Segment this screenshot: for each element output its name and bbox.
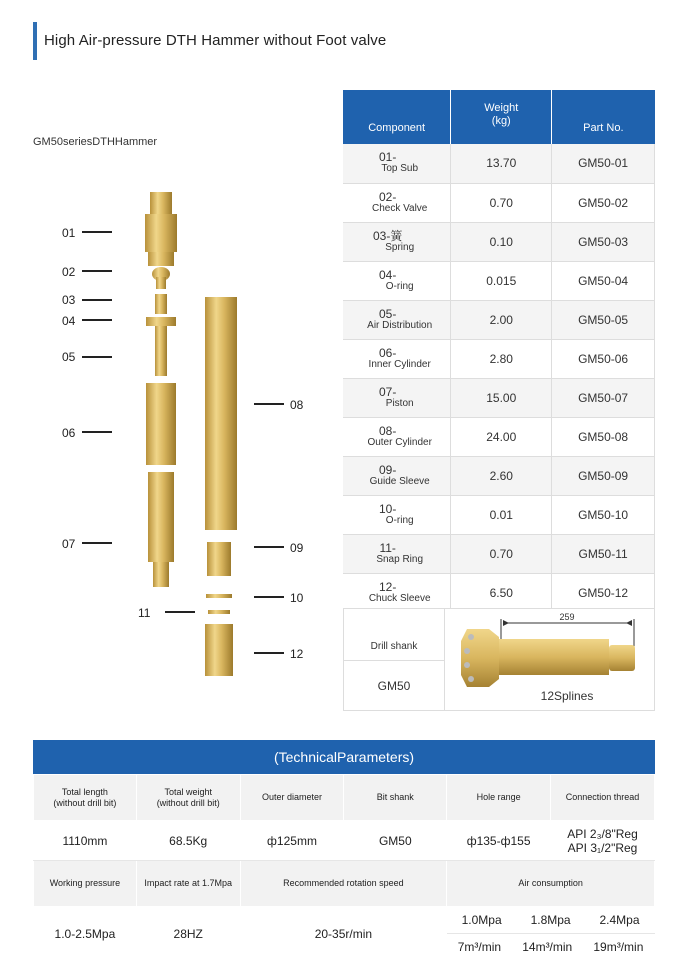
tech-h-working-pressure: Working pressure bbox=[34, 861, 137, 907]
drawing-label-05: 05 bbox=[62, 350, 76, 364]
tech-v-air-flows bbox=[447, 934, 655, 961]
component-weight: 0.015 bbox=[451, 261, 552, 300]
component-name: Guide Sleeve bbox=[369, 475, 430, 487]
tech-v-connection-thread: API 2₃/8"Reg API 3₁/2"Reg bbox=[551, 821, 655, 861]
component-weight: 0.10 bbox=[451, 222, 552, 261]
component-number: 01- bbox=[379, 150, 397, 165]
component-row bbox=[343, 300, 655, 339]
component-part-no: GM50-05 bbox=[552, 300, 655, 339]
component-part-no: GM50-09 bbox=[552, 456, 655, 495]
tech-h-impact-rate: Impact rate at 1.7Mpa bbox=[136, 861, 240, 907]
drawing-label-11: 11 bbox=[138, 606, 151, 620]
drawing-label-02: 02 bbox=[62, 265, 76, 279]
component-name: Snap Ring bbox=[376, 553, 424, 565]
drawing-label-09: 09 bbox=[290, 541, 304, 555]
tech-row2-headers bbox=[34, 861, 655, 907]
header-part-no: Part No. bbox=[552, 90, 655, 144]
component-number: 11- bbox=[379, 540, 396, 555]
component-number: 06- bbox=[379, 345, 397, 360]
component-cell bbox=[343, 417, 451, 456]
page-title: High Air-pressure DTH Hammer without Foot valve bbox=[44, 32, 387, 49]
air-flow-2: 14m³/min bbox=[522, 940, 573, 954]
components-table bbox=[343, 90, 655, 613]
component-weight: 6.50 bbox=[451, 573, 552, 612]
series-label: GM50seriesDTHHammer bbox=[33, 136, 158, 148]
title-accent-bar bbox=[33, 22, 37, 60]
drawing-label-08: 08 bbox=[290, 398, 304, 412]
drill-bit-drawing bbox=[449, 609, 654, 711]
part-o-ring-2 bbox=[208, 610, 230, 614]
component-weight: 15.00 bbox=[451, 378, 552, 417]
component-number: 07- bbox=[379, 384, 397, 399]
drill-shank-model: GM50 bbox=[344, 661, 445, 711]
drawing-label-07: 07 bbox=[62, 537, 76, 551]
air-flow-3: 19m³/min bbox=[593, 940, 644, 954]
component-weight: 24.00 bbox=[451, 417, 552, 456]
tech-h-rotation-speed: Recommended rotation speed bbox=[240, 861, 447, 907]
tech-h-total-length: Total length (without drill bit) bbox=[34, 775, 137, 821]
component-weight: 2.80 bbox=[451, 339, 552, 378]
component-weight: 13.70 bbox=[451, 144, 552, 183]
tech-v-air-pressures bbox=[447, 907, 655, 934]
component-weight: 0.01 bbox=[451, 495, 552, 534]
drawing-label-03: 03 bbox=[62, 293, 76, 307]
component-part-no: GM50-12 bbox=[552, 573, 655, 612]
component-cell bbox=[343, 573, 451, 612]
drawing-label-01: 01 bbox=[62, 226, 76, 240]
tech-h-air-consumption: Air consumption bbox=[447, 861, 655, 907]
component-number: 12- bbox=[379, 579, 397, 594]
component-weight: 0.70 bbox=[451, 534, 552, 573]
drawing-label-04: 04 bbox=[62, 314, 76, 328]
component-name: Check Valve bbox=[371, 202, 428, 214]
part-o-ring bbox=[146, 317, 176, 326]
air-pressure-3: 2.4Mpa bbox=[599, 913, 640, 927]
component-row bbox=[343, 222, 655, 261]
tech-h-outer-diameter: Outer diameter bbox=[240, 775, 344, 821]
component-part-no: GM50-07 bbox=[552, 378, 655, 417]
component-name: Chuck Sleeve bbox=[368, 592, 431, 604]
component-name: O-ring bbox=[385, 280, 414, 292]
component-name: Piston bbox=[385, 397, 414, 409]
air-flow-1: 7m³/min bbox=[457, 940, 502, 954]
header-component: Component bbox=[343, 90, 451, 144]
component-row bbox=[343, 534, 655, 573]
component-cell bbox=[343, 339, 451, 378]
tech-h-connection-thread: Connection thread bbox=[551, 775, 655, 821]
drill-bit-illustration bbox=[449, 609, 654, 711]
tech-h-hole-range: Hole range bbox=[447, 775, 551, 821]
component-part-no: GM50-10 bbox=[552, 495, 655, 534]
component-cell bbox=[343, 222, 451, 261]
tech-row1-values bbox=[34, 821, 655, 861]
drill-shank-label: Drill shank bbox=[344, 609, 445, 661]
component-number: 09- bbox=[379, 462, 397, 477]
component-number: 03-簧 bbox=[373, 228, 403, 243]
tech-v-bit-shank: GM50 bbox=[344, 821, 447, 861]
header-weight: Weight (kg) bbox=[451, 90, 552, 144]
drawing-label-12: 12 bbox=[290, 647, 304, 661]
component-cell bbox=[343, 144, 451, 183]
component-row bbox=[343, 456, 655, 495]
air-pressure-1: 1.0Mpa bbox=[461, 913, 502, 927]
tech-v-impact-rate: 28HZ bbox=[136, 907, 240, 961]
component-number: 08- bbox=[379, 423, 397, 438]
component-number: 05- bbox=[379, 306, 397, 321]
drawing-label-10: 10 bbox=[290, 591, 304, 605]
part-inner-cylinder bbox=[146, 383, 176, 465]
component-part-no: GM50-11 bbox=[552, 534, 655, 573]
component-row bbox=[343, 495, 655, 534]
component-part-no: GM50-08 bbox=[552, 417, 655, 456]
part-air-distribution bbox=[155, 326, 167, 376]
component-cell bbox=[343, 378, 451, 417]
tech-h-bit-shank: Bit shank bbox=[344, 775, 447, 821]
component-cell bbox=[343, 495, 451, 534]
tech-v-hole-range: ф135-ф155 bbox=[447, 821, 551, 861]
component-cell bbox=[343, 534, 451, 573]
part-top-sub bbox=[145, 192, 177, 266]
drawing-label-06: 06 bbox=[62, 426, 76, 440]
component-name: Air Distribution bbox=[367, 319, 433, 331]
component-cell bbox=[343, 261, 451, 300]
tech-v-rotation-speed: 20-35r/min bbox=[240, 907, 447, 961]
component-cell bbox=[343, 456, 451, 495]
component-name: O-ring bbox=[385, 514, 414, 526]
component-weight: 0.70 bbox=[451, 183, 552, 222]
component-name: Outer Cylinder bbox=[367, 436, 432, 448]
component-part-no: GM50-03 bbox=[552, 222, 655, 261]
tech-v-total-length: 1110mm bbox=[34, 821, 137, 861]
tech-row2-values bbox=[34, 907, 655, 934]
component-name: Spring bbox=[385, 241, 415, 253]
component-row bbox=[343, 339, 655, 378]
shank-splines-text: 12Splines bbox=[540, 689, 594, 703]
tech-row1-headers bbox=[34, 775, 655, 821]
component-row bbox=[343, 183, 655, 222]
component-row bbox=[343, 417, 655, 456]
air-pressure-2: 1.8Mpa bbox=[530, 913, 571, 927]
component-name: Top Sub bbox=[381, 163, 419, 175]
tech-v-outer-diameter: ф125mm bbox=[240, 821, 344, 861]
part-chuck-sleeve bbox=[205, 624, 233, 676]
component-part-no: GM50-06 bbox=[552, 339, 655, 378]
shank-dimension-text: 259 bbox=[559, 612, 575, 622]
component-name: Inner Cylinder bbox=[368, 358, 431, 370]
component-row bbox=[343, 261, 655, 300]
tech-h-total-weight: Total weight (without drill bit) bbox=[136, 775, 240, 821]
tech-v-total-weight: 68.5Kg bbox=[136, 821, 240, 861]
part-spring bbox=[155, 294, 167, 314]
component-part-no: GM50-02 bbox=[552, 183, 655, 222]
component-weight: 2.60 bbox=[451, 456, 552, 495]
component-number: 10- bbox=[379, 501, 397, 516]
part-check-valve bbox=[152, 267, 170, 289]
tech-v-working-pressure: 1.0-2.5Mpa bbox=[34, 907, 137, 961]
component-part-no: GM50-04 bbox=[552, 261, 655, 300]
component-number: 02- bbox=[379, 189, 397, 204]
component-number: 04- bbox=[379, 267, 397, 282]
component-part-no: GM50-01 bbox=[552, 144, 655, 183]
part-snap-ring bbox=[206, 594, 232, 598]
hammer-exploded-drawing bbox=[0, 180, 340, 700]
component-cell bbox=[343, 300, 451, 339]
part-piston bbox=[148, 472, 174, 587]
part-outer-cylinder bbox=[205, 297, 237, 530]
component-row bbox=[343, 378, 655, 417]
component-weight: 2.00 bbox=[451, 300, 552, 339]
component-row bbox=[343, 144, 655, 183]
component-row bbox=[343, 573, 655, 612]
part-guide-sleeve bbox=[207, 542, 231, 576]
tech-params-table bbox=[33, 774, 655, 961]
drill-shank-box bbox=[343, 608, 655, 711]
component-cell bbox=[343, 183, 451, 222]
tech-params-heading: (TechnicalParameters) bbox=[33, 740, 655, 774]
